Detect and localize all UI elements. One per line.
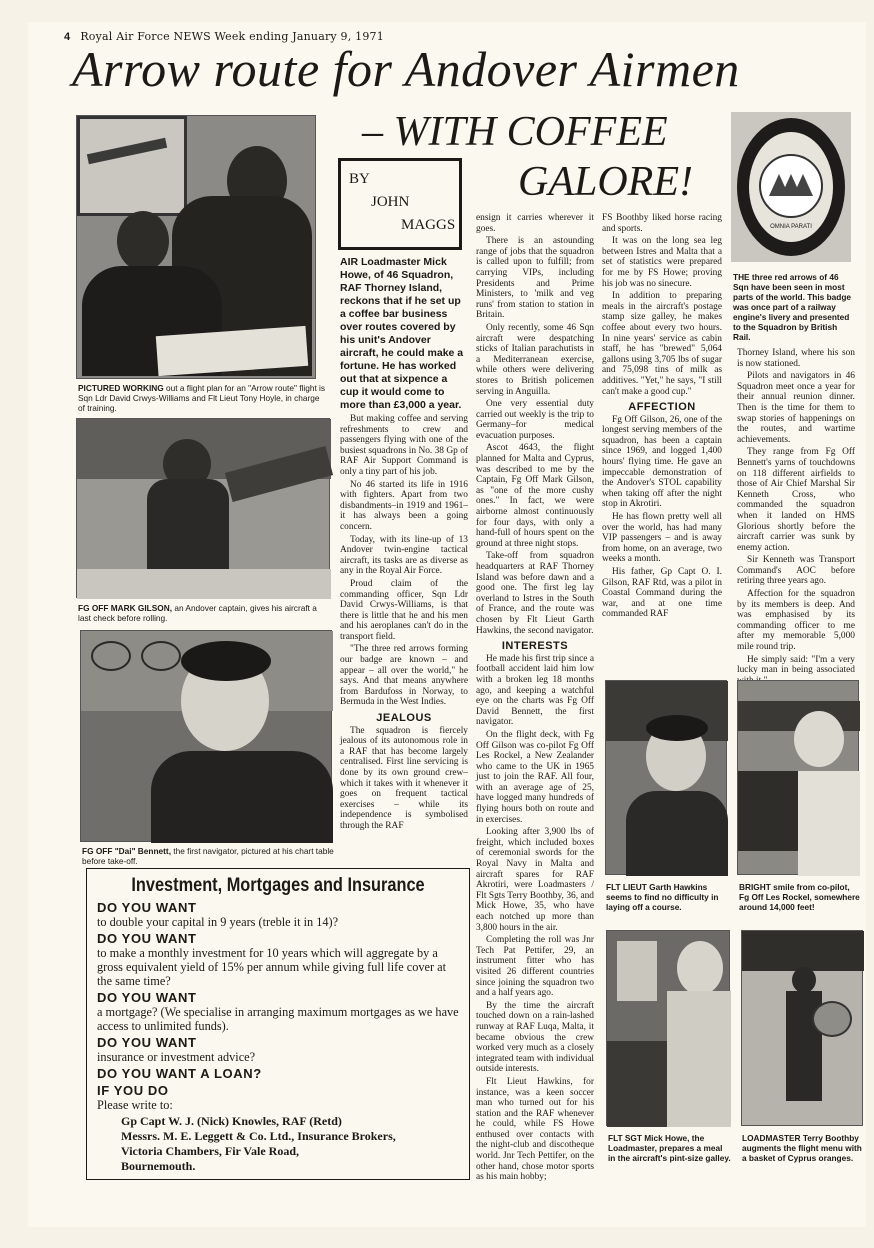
byline-first: JOHN <box>371 194 410 210</box>
insurance-advertisement: Investment, Mortgages and Insurance DO YOU WANT to double your capital in 9 years (treble it in 14)? DO YOU WANT to make a monthly investment for 10 years which will aggregate by a gross equivalent yield of 15% per annum while giving full life cover at the same time? DO YOU WANT a mortgage? (We specialise in arranging maximum mortgages as we have access to unlimited funds). DO YOU WANT insurance or investment advice? DO YOU WANT A LOAN? IF YOU DO Please write to: Gp Capt W. J. (Nick) Knowles, RAF (Retd) Messrs. M. E. Leggett & Co. Ltd., Insurance Brokers, Victoria Chambers, Fir Vale Road, Bournemouth. <box>86 868 470 1180</box>
ad-title: Investment, Mortgages and Insurance <box>131 875 425 896</box>
caption-flight-plan: PICTURED WORKING out a flight plan for an "Arrow route" flight is Sqn Ldr David Crwys-Williams and Flt Lieut Tony Hoyle, in charge of training. <box>78 383 326 413</box>
ad-address: Gp Capt W. J. (Nick) Knowles, RAF (Retd) Messrs. M. E. Leggett & Co. Ltd., Insurance Brokers, Victoria Chambers, Fir Vale Road, Bournemouth. <box>121 1114 396 1173</box>
photo-bennett-chart <box>80 630 332 842</box>
caption-rockel: BRIGHT smile from co-pilot, Fg Off Les Rockel, somewhere around 14,000 feet! <box>739 882 860 912</box>
folio-text: Royal Air Force NEWS Week ending January 9, 1971 <box>80 30 384 43</box>
article-column-3: FS Boothby liked horse racing and sports. It was on the long sea leg between Istres and Malta that a set of statistics were prepared for me by FS Howe; proving his job was no sinecure. In addition to preparing meals in the aircraft's postage stamp size galley, he makes coffee about every two hours. In nine years' service as cabin staff, he has "brewed" 5,064 gallons using 3,705 lbs of sugar and 75,098 tins of milk as additives. "Yet," he says, "I still can't make a good cup." AFFECTION Fg Off Gilson, 26, one of the longest serving members of the squadron, has been a captain since 1969, and logged 1,400 hours' flying time. He gave an impeccable demonstration of the Andover's STOL capability when taking off after the night stop in Akrotiri. He has flown pretty well all over the world, has had many VIP passengers – and is away from home, on an average, two weeks a month. His father, Gp Capt O. I. Gilson, RAF Rtd, was a pilot in Coastal Command during the war, and at one time commanded RAF <box>602 213 722 620</box>
caption-gilson: FG OFF MARK GILSON, an Andover captain, gives his aircraft a last check before rolling. <box>78 603 317 623</box>
article-column-4: Thorney Island, where his son is now stationed. Pilots and navigators in 46 Squadron meet once a year for their annual reunion dinner. Then is the time for them to swap stories of happenings on the routes, and wartime achievements. They range from Fg Off Bennett's yarns of touchdowns on 118 different airfields to those of Air Chief Marshal Sir Kenneth Cross, who commanded the squadron when it landed on HMS Glorious shortly before the aircraft carrier was sunk by enemy action. Sir Kenneth was Transport Command's AOC before retiring three years ago. Affection for the squadron by its members is deep. And was emphasised by its commanding officer to me after my memorable 5,000 mile round trip. He simply said: "I'm a very lucky man in being associated <box>737 348 855 676</box>
byline-last: MAGGS <box>401 217 456 233</box>
caption-hawkins: FLT LIEUT Garth Hawkins seems to find no difficulty in laying off a course. <box>606 882 719 912</box>
caption-howe: FLT SGT Mick Howe, the Loadmaster, prepares a meal in the aircraft's pint-size galley. <box>608 1133 731 1163</box>
photo-squadron-badge <box>731 112 851 262</box>
headline: Arrow route for Andover Airmen <box>72 41 740 97</box>
badge-motto: OMNIA PARATI <box>770 224 812 230</box>
photo-rockel <box>737 680 859 875</box>
subhead-interests: INTERESTS <box>501 640 569 653</box>
byline-by: BY <box>349 171 370 187</box>
subheadline-line1: – WITH COFFEE <box>362 109 668 155</box>
photo-howe-galley <box>606 930 730 1126</box>
caption-bennett: FG OFF "Dai" Bennett, the first navigator, pictured at his chart table before take-off. <box>82 846 334 866</box>
subhead-affection: AFFECTION <box>628 401 696 414</box>
photo-hawkins <box>605 680 727 875</box>
photo-boothby <box>741 930 863 1126</box>
page-number: 4 <box>64 31 71 43</box>
subhead-jealous: JEALOUS <box>376 712 432 725</box>
article-column-2: ensign it carries wherever it goes. There is an astounding range of jobs that the squadron is called upon to fulfill; from carrying VIPs, including Presidents and Prime Ministers, to 'milk and veg runs' from station to station in Britain. Only recently, some 46 Sqn aircraft were despatching sticks of Italian parachutists in a Mediterranean exercise, while others were delivering stores to British policemen serving in Anguilla. One very essential duty carried out weekly is the trip to Germany–for medical evacuation purposes. Ascot 4643, the flight planned for Malta and Cyprus, was described to me by the Captain, Fg Off Mark Gilson, as "one of the more cushy ones." In fact, we were airborne almost continuously for four days, with only a hand-full of hours spent on the ground at three night stops. Take-off from squadron headquarters at RAF Thorney Island was before dawn and a good one. The first leg lay overland to Istres in the South of France, and the route was chosen by Flt Lieut Garth Hawkins, the second navigator. INTERESTS He made his first trip since a football accident laid him low with a broken leg 18 months ago, and keeping a watchful eye on the charts was Fg Off David Bennett, the first navigator. On the flight deck, with Fg Off Gilson was co-pilot Fg Off Les Rockel, a New Zealander who came to the UK in 1965 just to join the RAF. All four, with an average age of 25, have logged many hundreds of flying hours both on route and in exercises. Looking after 3,900 lbs of freight, which included boxes of ceremonial swords for the Royal Navy in Malta and aircraft spares for RAF Akrotiri, were Loadmasters / Flt Sgts Terry Boothby, 36, and Mick Howe, 35, who have each notched up more than 3,800 hours in the air. Completing the roll was Jnr Tech Pat Pettifer, 29, an instrument fitter who has visited 26 different countries since joining the squadron two and a half years ago. By the time the aircraft touched down on a rain-lashed runway at RAF Luqa, Malta, it became obvious the crew worked very much as a closely integrated team with individual outside interests. Flt Lieut Hawkins, for instance, was a keen soccer man who turned out for his station and the RAF whenever he could, while FS Howe enthused over contacts with the night-club and discotheque world. Jnr Tech Pettifer, on the other hand, chose motor sports as his main hobby; <box>476 213 594 1183</box>
three-arrows-icon <box>767 170 815 200</box>
byline-box <box>338 158 462 250</box>
aircraft-picture-frame <box>77 116 187 216</box>
subheadline-line2: GALORE! <box>518 159 693 205</box>
photo-flight-plan <box>76 115 316 379</box>
article-column-1: AIR Loadmaster Mick Howe, of 46 Squadron, RAF Thorney Island, reckons that if he set up a coffee bar business over routes covered by his unit's Andover aircraft, he could make a fortune. He has worked out that at sixpence a cup it would come to more than £3,000 a year. But making coffee and serving refreshments to crew and passengers flying with one of the busiest squadrons in No. 38 Gp of RAF Air Support Command is only a tiny part of his job. No 46 started its life in 1916 with fighters. Apart from two disbandments–in 1919 and 1961–it has always been a going concern. Today, with its line-up of 13 Andover twin-engine tactical aircraft, its tasks are as diverse as any in the Royal Air Force. Proud claim of the commanding officer, Sqn Ldr David Crwys-Williams, is that there is little that he and his men and his aeroplanes can't do in the transport field. "The three red arrows forming our badge are known – and appear – all over the world," he says. And that means anywhere from Bardufoss in Norway, to Bermuda in the West Indies. JEALOUS The squadron is fiercely jealous of its autonomous role in a RAF that has become largely centralised. First line servicing is done by its own ground crew–which it takes with it whenever it goes on frequent tactical exercises – while its independence is symbolised through the RAF <box>340 256 468 831</box>
photo-gilson-aircraft <box>76 418 330 598</box>
orange-basket <box>812 1001 852 1037</box>
caption-badge: THE three red arrows of 46 Sqn have been seen in most parts of the world. This badge was once part of a railway engine's livery and presented to the Squadron by British Rail. <box>733 272 852 342</box>
caption-boothby: LOADMASTER Terry Boothby augments the flight menu with a basket of Cyprus oranges. <box>742 1133 862 1163</box>
